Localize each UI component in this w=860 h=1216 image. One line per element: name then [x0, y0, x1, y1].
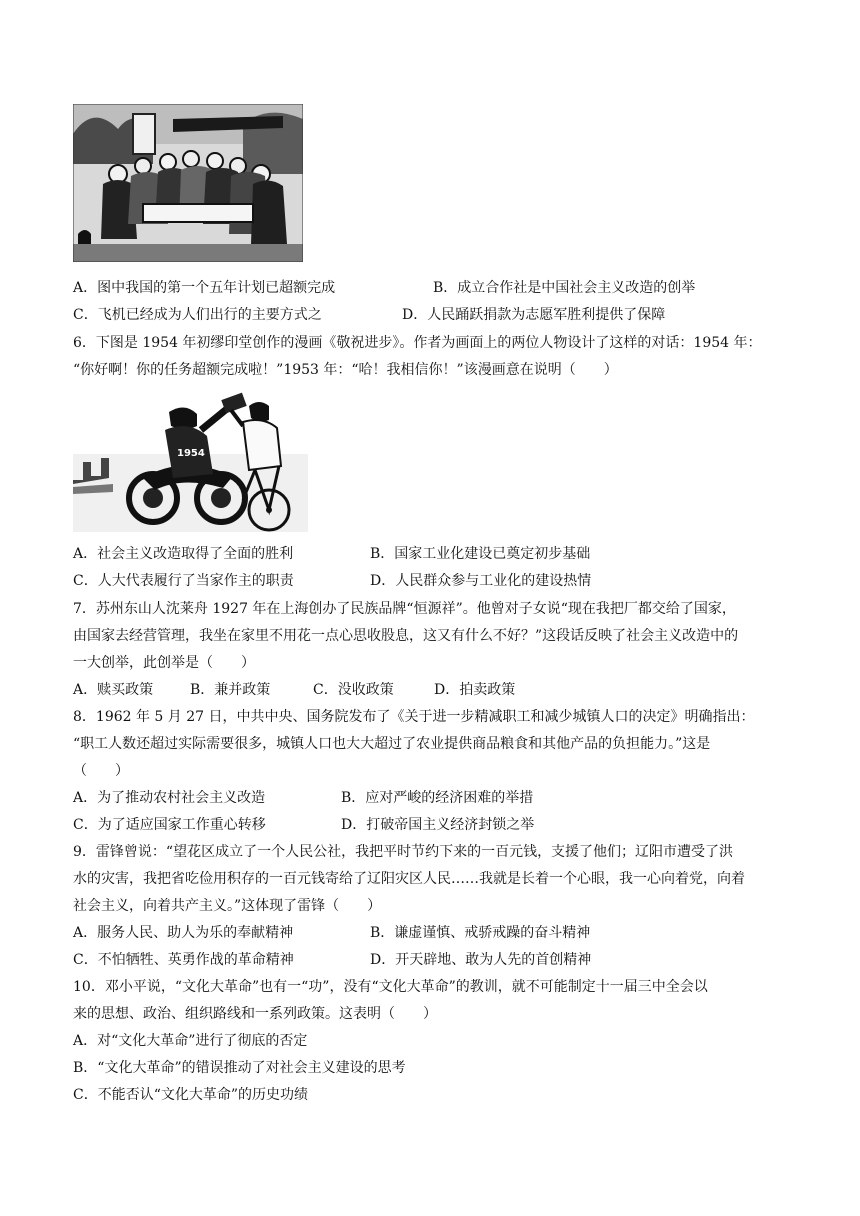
q10-stem-line-1: 10．邓小平说，“文化大革命”也有一“功”，没有“文化大革命”的教训，就不可能制定十一届三中全会以 [73, 979, 708, 995]
q5-option-b: B．成立合作社是中国社会主义改造的创举 [433, 280, 696, 296]
q10-option-b: B．“文化大革命”的错误推动了对社会主义建设的思考 [73, 1060, 406, 1076]
q8-stem-line-1: 8．1962 年 5 月 27 日，中共中央、国务院发布了《关于进一步精减职工和减少城镇人口的决定》明确指出： [73, 709, 755, 725]
q6-option-a: A．社会主义改造取得了全面的胜利 [73, 546, 294, 562]
q7-stem-line-3: 一大创举，此创举是（ ） [73, 655, 255, 671]
q10-stem-line-2: 来的思想、政治、组织路线和一系列政策。这表明（ ） [73, 1006, 437, 1022]
q9-stem-line-3: 社会主义，向着共产主义。”这体现了雷锋（ ） [73, 898, 382, 914]
q10-option-c: C．不能否认“文化大革命”的历史功绩 [73, 1087, 309, 1103]
q6-stem-line-2: “你好啊！你的任务超额完成啦！”1953 年：“哈！我相信你！”该漫画意在说明（ ） [73, 362, 618, 378]
q9-stem-line-1: 9．雷锋曾说：“望花区成立了一个人民公社，我把平时节约下来的一百元钱，支援了他们；辽阳市遭受了洪 [73, 844, 734, 860]
q8-option-b: B．应对严峻的经济困难的举措 [341, 790, 534, 806]
q6-option-d: D．人民群众参与工业化的建设热情 [370, 573, 592, 589]
q9-option-b: B．谦虚谨慎、戒骄戒躁的奋斗精神 [370, 925, 591, 941]
q7-option-b: B．兼并政策 [190, 682, 271, 698]
q5-option-d: D．人民踊跃捐款为志愿军胜利提供了保障 [402, 307, 666, 323]
q7-option-d: D．拍卖政策 [434, 682, 516, 698]
q9-option-c: C．不怕牺牲、英勇作战的革命精神 [73, 952, 294, 968]
q9-stem-line-2: 水的灾害，我把省吃俭用积存的一百元钱寄给了辽阳灾区人民……我就是长着一个心眼，我一心向着党，向着 [73, 871, 745, 887]
q8-stem-line-2: “职工人数还超过实际需要很多，城镇人口也大大超过了农业提供商品粮食和其他产品的负担能力。”这是 [73, 736, 711, 752]
q7-option-c: C．没收政策 [313, 682, 394, 698]
q8-option-a: A．为了推动农村社会主义改造 [73, 790, 266, 806]
q9-option-d: D．开天辟地、敢为人先的首创精神 [370, 952, 592, 968]
q5-option-c: C．飞机已经成为人们出行的主要方式之 [73, 307, 322, 323]
q5-option-a: A．图中我国的第一个五年计划已超额完成 [73, 280, 336, 296]
crowd-illustration [73, 104, 303, 262]
q6-option-b: B．国家工业化建设已奠定初步基础 [370, 546, 591, 562]
q7-stem-line-2: 由国家去经营管理，我坐在家里不用花一点心思收股息，这又有什么不好？”这段话反映了社会主义改造中的 [73, 628, 739, 644]
motorcycle-bicycle-cartoon [73, 392, 308, 532]
q8-option-d: D．打破帝国主义经济封锁之举 [341, 817, 535, 833]
q8-option-c: C．为了适应国家工作重心转移 [73, 817, 266, 833]
q10-option-a: A．对“文化大革命”进行了彻底的否定 [73, 1033, 308, 1049]
q8-stem-line-3: （ ） [73, 763, 129, 779]
q6-option-c: C．人大代表履行了当家作主的职责 [73, 573, 294, 589]
q9-option-a: A．服务人民、助人为乐的奉献精神 [73, 925, 294, 941]
q7-option-a: A．赎买政策 [73, 682, 154, 698]
year-label-on-shirt: 1954 [177, 448, 205, 459]
q7-stem-line-1: 7．苏州东山人沈莱舟 1927 年在上海创办了民族品牌“恒源祥”。他曾对子女说“现在我把厂都交给了国家， [73, 601, 736, 617]
q6-stem-line-1: 6．下图是 1954 年初缪印堂创作的漫画《敬祝进步》。作者为画面上的两位人物设计了这样的对话：1954 年： [73, 335, 762, 351]
